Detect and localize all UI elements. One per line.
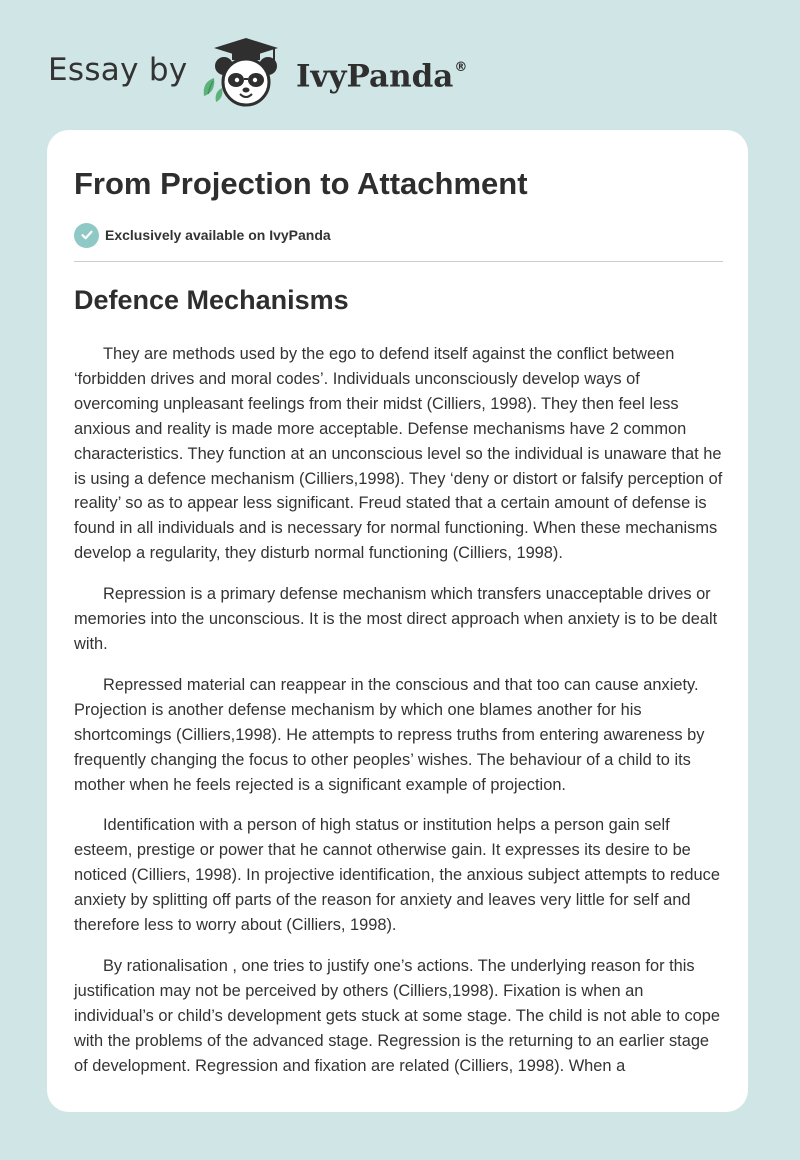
exclusive-badge <box>74 222 331 248</box>
paragraph-2: Repression is a primary defense mechanism which transfers unacceptable drives or memories into the unconscious. It is the most direct approach when anxiety is to be dealt with. <box>74 585 718 653</box>
paragraph-3: Repressed material can reappear in the conscious and that too can cause anxiety. Projection is another defense mechanism by which one blames another for his shortcomings (Cilliers,1998). He attempts to repress truths from entering awareness by frequently changing the focus to other peoples’ wishes. The behaviour of a child to its mother when he feels rejected is a significant example of projection. <box>74 675 705 794</box>
brand-logo-text[interactable] <box>296 52 467 96</box>
title-divider <box>74 261 723 262</box>
paragraph-4: Identification with a person of high status or institution helps a person gain self esteem, prestige or power that he cannot otherwise gain. It expresses its desire to be noticed (Cilliers, 1998). In projective identification, the anxious subject attempts to reduce anxiety by splitting off parts of the reason for anxiety and leaves very little for self and therefore less to worry about (Cilliers, 1998). <box>74 816 720 935</box>
brand-name: IvyPanda <box>296 58 454 95</box>
page-title: From Projection to Attachment <box>74 166 528 201</box>
registered-mark: ® <box>454 60 468 75</box>
essay-body <box>74 342 726 1094</box>
exclusive-badge-label: Exclusively available on IvyPanda <box>105 227 331 243</box>
paragraph-5: By rationalisation , one tries to justify one’s actions. The underlying reason for this justification may not be perceived by others (Cilliers,1998). Fixation is when an individual’s or child’s development gets stuck at some stage. The child is not able to cope with the problems of the advanced stage. Regression is the returning to an earlier stage of development. Regression and fixation are related (Cilliers, 1998). When a <box>74 956 720 1075</box>
essay-by-label: Essay by <box>48 52 188 88</box>
essay-card <box>47 130 748 1112</box>
section-heading: Defence Mechanisms <box>74 285 349 315</box>
site-header <box>0 0 800 130</box>
paragraph-1: They are methods used by the ego to defend itself against the conflict between ‘forbidden drives and moral codes’. Individuals unconsciously develop ways of overcoming unpleasant feelings from their midst (Cilliers, 1998). They then feel less anxious and reality is made more acceptable. Defense mechanisms have 2 common characteristics. They function at an unconscious level so the individual is unaware that he is using a defence mechanism (Cilliers,1998). They ‘deny or distort or falsify perception of reality’ so as to appear less significant. Freud stated that a certain amount of defense is found in all individuals and is necessary for normal functioning. When these mechanisms develop a regularity, they disturb normal functioning (Cilliers, 1998). <box>74 345 723 563</box>
panda-graduate-icon[interactable] <box>200 36 292 108</box>
check-circle-icon <box>74 223 99 248</box>
